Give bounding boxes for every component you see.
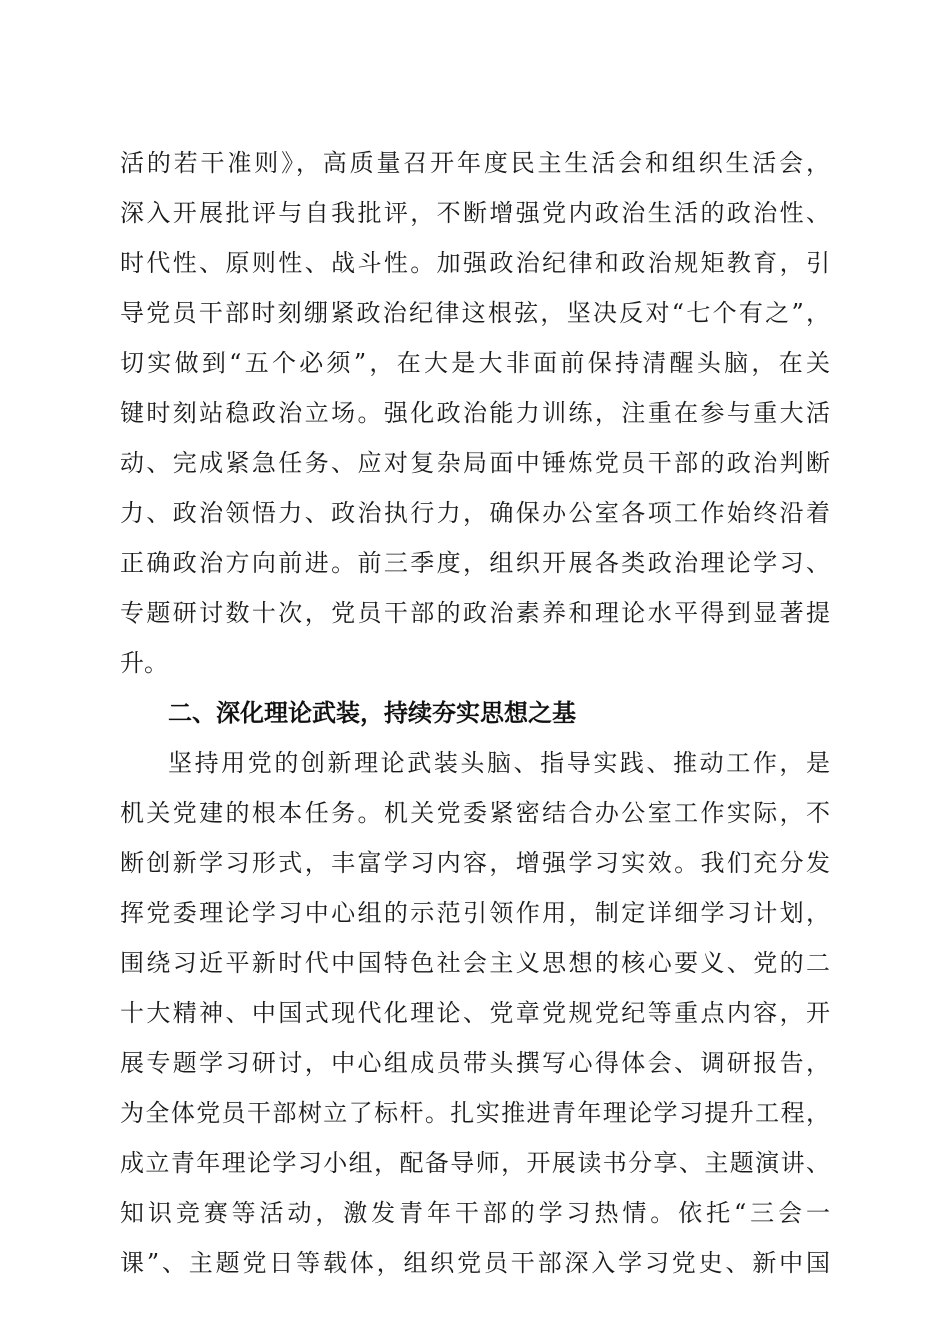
paragraph-political-discipline [120, 138, 830, 688]
text-line: 动、完成紧急任务、应对复杂局面中锤炼党员干部的政治判断 [120, 449, 830, 477]
text-line: 升。 [120, 649, 168, 677]
text-line: 专题研讨数十次，党员干部的政治素养和理论水平得到显著提 [120, 599, 830, 627]
text-line: 导党员干部时刻绷紧政治纪律这根弦，坚决反对“七个有之”， [120, 299, 830, 327]
text-line: 深入开展批评与自我批评，不断增强党内政治生活的政治性、 [120, 199, 830, 227]
text-line: 切实做到“五个必须”，在大是大非面前保持清醒头脑，在关 [120, 349, 830, 377]
text-line: 挥党委理论学习中心组的示范引领作用，制定详细学习计划， [120, 899, 830, 927]
text-line: 时代性、原则性、战斗性。加强政治纪律和政治规矩教育，引 [120, 249, 830, 277]
section-heading: 二、深化理论武装，持续夯实思想之基 [168, 699, 576, 727]
text-line: 坚持用党的创新理论武装头脑、指导实践、推动工作，是 [168, 749, 830, 777]
text-line: 成立青年理论学习小组，配备导师，开展读书分享、主题演讲、 [120, 1149, 830, 1177]
document-body [120, 138, 830, 1288]
text-line: 机关党建的根本任务。机关党委紧密结合办公室工作实际，不 [120, 799, 830, 827]
text-line: 断创新学习形式，丰富学习内容，增强学习实效。我们充分发 [120, 849, 830, 877]
text-line: 键时刻站稳政治立场。强化政治能力训练，注重在参与重大活 [120, 399, 830, 427]
text-line: 十大精神、中国式现代化理论、党章党规党纪等重点内容，开 [120, 999, 830, 1027]
text-line: 课”、主题党日等载体，组织党员干部深入学习党史、新中国 [120, 1249, 830, 1277]
text-line: 活的若干准则》，高质量召开年度民主生活会和组织生活会， [120, 149, 830, 177]
text-line: 力、政治领悟力、政治执行力，确保办公室各项工作始终沿着 [120, 499, 830, 527]
text-line: 正确政治方向前进。前三季度，组织开展各类政治理论学习、 [120, 549, 830, 577]
text-line: 为全体党员干部树立了标杆。扎实推进青年理论学习提升工程， [120, 1099, 830, 1127]
text-line: 围绕习近平新时代中国特色社会主义思想的核心要义、党的二 [120, 949, 830, 977]
text-line: 展专题学习研讨，中心组成员带头撰写心得体会、调研报告， [120, 1049, 830, 1077]
paragraph-theory-study [120, 738, 830, 1288]
text-line: 知识竞赛等活动，激发青年干部的学习热情。依托“三会一 [120, 1199, 830, 1227]
